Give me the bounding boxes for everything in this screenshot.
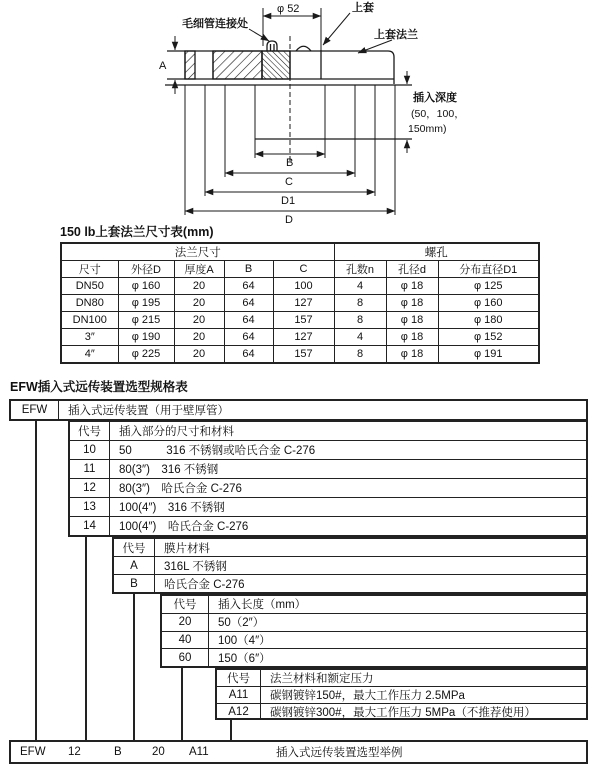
cell: φ 225: [118, 346, 174, 364]
root-code: EFW: [11, 401, 59, 419]
example-code: EFW: [20, 746, 46, 758]
cell: φ 180: [438, 312, 539, 329]
option-desc: 50 316 不锈钢或哈氏合金 C-276: [119, 445, 316, 457]
cell: 20: [174, 278, 224, 295]
upper-sleeve-label: 上套: [352, 2, 374, 14]
dim-c-label: C: [285, 176, 293, 188]
table-row: [61, 278, 539, 295]
cell: 64: [224, 312, 273, 329]
diaphragm-section: [112, 537, 588, 594]
cell: 8: [334, 312, 386, 329]
example-label: 插入式远传装置选型举例: [276, 747, 403, 759]
option-row: [70, 440, 586, 459]
cell: φ 160: [438, 295, 539, 312]
cell: φ 152: [438, 329, 539, 346]
cell: φ 18: [386, 295, 438, 312]
flange-table-title: 150 lb上套法兰尺寸表(mm): [60, 225, 214, 239]
cell: φ 191: [438, 346, 539, 364]
cell: 127: [273, 329, 334, 346]
section-header-row: [217, 670, 586, 686]
phi52-label: φ 52: [277, 3, 300, 15]
group-bolt-holes: 螺孔: [334, 243, 539, 261]
section-header-row: [162, 596, 586, 613]
cell: 100: [273, 278, 334, 295]
option-row: [70, 516, 586, 535]
connector-diaphragm: [133, 594, 135, 740]
cell: φ 190: [118, 329, 174, 346]
cell: DN80: [61, 295, 118, 312]
col-header: 孔数n: [334, 261, 386, 278]
col-header: B: [224, 261, 273, 278]
upper-sleeve-flange-label: 上套法兰: [374, 29, 418, 41]
cell: φ 18: [386, 312, 438, 329]
desc-header: 插入长度（mm）: [218, 599, 307, 612]
cell: 20: [174, 329, 224, 346]
example-code: 12: [68, 746, 81, 758]
option-row: [114, 574, 586, 592]
option-code: 13: [70, 498, 110, 516]
cell: 4″: [61, 346, 118, 364]
option-code: 60: [162, 649, 209, 666]
cell: φ 215: [118, 312, 174, 329]
col-header: 孔径d: [386, 261, 438, 278]
table-row: [61, 346, 539, 364]
cell: 8: [334, 295, 386, 312]
option-row: [162, 648, 586, 666]
selection-root-row: [9, 399, 588, 421]
dim-a-label: A: [159, 60, 167, 72]
option-code: A12: [217, 704, 261, 720]
desc-header: 插入部分的尺寸和材料: [119, 426, 234, 438]
option-desc: 150（6″）: [218, 652, 271, 665]
example-code: 20: [152, 746, 165, 758]
option-row: [70, 497, 586, 516]
cell: 64: [224, 278, 273, 295]
dim-d1-label: D1: [281, 195, 296, 207]
cell: 20: [174, 295, 224, 312]
cell: φ 195: [118, 295, 174, 312]
option-desc: 80(3″) 316 不锈钢: [119, 464, 219, 476]
example-code: A11: [189, 746, 209, 758]
flange-table: [60, 242, 540, 364]
root-row: [11, 401, 586, 419]
insert-depth-label-3: 150mm): [408, 123, 447, 135]
cell: 64: [224, 295, 273, 312]
code-header: 代号: [217, 670, 261, 686]
cell: φ 160: [118, 278, 174, 295]
dim-b-label: B: [286, 157, 294, 169]
option-row: [114, 556, 586, 574]
option-desc: 碳钢镀锌300#，最大工作压力 5MPa（不推荐使用）: [270, 707, 536, 719]
option-desc: 50（2″）: [218, 617, 265, 630]
option-row: [162, 613, 586, 631]
insert-section: [68, 420, 588, 537]
connector-flange-material: [230, 720, 232, 740]
connector-root: [35, 420, 37, 740]
option-code: 12: [70, 479, 110, 497]
option-code: A11: [217, 687, 261, 703]
option-code: 11: [70, 460, 110, 478]
insert-depth-label-2: (50，100，: [411, 108, 465, 120]
cell: 157: [273, 346, 334, 364]
section-header-row: [70, 422, 586, 440]
option-row: [217, 703, 586, 720]
option-code: 14: [70, 517, 110, 535]
col-header: 尺寸: [61, 261, 118, 278]
desc-header: 膜片材料: [164, 542, 210, 555]
table-row: [61, 312, 539, 329]
cell: 127: [273, 295, 334, 312]
col-header: 分布直径D1: [438, 261, 539, 278]
cell: 20: [174, 346, 224, 364]
group-flange-size: 法兰尺寸: [61, 243, 334, 261]
code-header: 代号: [114, 539, 155, 556]
option-desc: 碳钢镀锌150#，最大工作压力 2.5MPa: [270, 690, 465, 702]
example-code: B: [114, 746, 122, 758]
connector-length: [181, 668, 183, 740]
cell: 8: [334, 346, 386, 364]
option-desc: 100(4″) 哈氏合金 C-276: [119, 521, 249, 533]
flange-material-section: [215, 668, 588, 720]
cell: 157: [273, 312, 334, 329]
option-row: [217, 686, 586, 703]
option-desc: 哈氏合金 C-276: [164, 578, 245, 591]
code-header: 代号: [162, 596, 209, 613]
cell: DN50: [61, 278, 118, 295]
option-desc: 80(3″) 哈氏合金 C-276: [119, 483, 242, 495]
cell: DN100: [61, 312, 118, 329]
root-desc: 插入式远传装置（用于壁厚管）: [68, 405, 229, 417]
option-code: 40: [162, 632, 209, 649]
capillary-label: 毛细管连接处: [182, 18, 248, 30]
option-desc: 100(4″) 316 不锈钢: [119, 502, 225, 514]
cell: φ 18: [386, 346, 438, 364]
selection-table-title: EFW插入式远传装置选型规格表: [10, 380, 188, 394]
column-header-row: [61, 261, 539, 278]
option-row: [70, 459, 586, 478]
connector-insert: [85, 537, 87, 740]
option-code: 10: [70, 441, 110, 459]
table-row: [61, 329, 539, 346]
desc-header: 法兰材料和额定压力: [270, 673, 374, 685]
group-header-row: [61, 243, 539, 261]
cell: 4: [334, 329, 386, 346]
cell: φ 125: [438, 278, 539, 295]
section-header-row: [114, 539, 586, 556]
cell: φ 18: [386, 329, 438, 346]
table-row: [61, 295, 539, 312]
option-code: 20: [162, 614, 209, 631]
cell: 64: [224, 329, 273, 346]
col-header: 厚度A: [174, 261, 224, 278]
option-desc: 100（4″）: [218, 634, 271, 647]
cell: 64: [224, 346, 273, 364]
flange-assembly-drawing: [0, 0, 600, 230]
length-section: [160, 594, 588, 668]
cell: 4: [334, 278, 386, 295]
cell: φ 18: [386, 278, 438, 295]
col-header: 外径D: [118, 261, 174, 278]
option-code: A: [114, 557, 155, 574]
cell: 3″: [61, 329, 118, 346]
option-code: B: [114, 575, 155, 592]
col-header: C: [273, 261, 334, 278]
option-row: [70, 478, 586, 497]
option-row: [162, 631, 586, 649]
dim-d-label: D: [285, 214, 293, 226]
insert-depth-label-1: 插入深度: [413, 92, 457, 104]
example-row: [9, 740, 588, 764]
cell: 20: [174, 312, 224, 329]
code-header: 代号: [70, 422, 110, 440]
option-desc: 316L 不锈钢: [164, 560, 227, 573]
